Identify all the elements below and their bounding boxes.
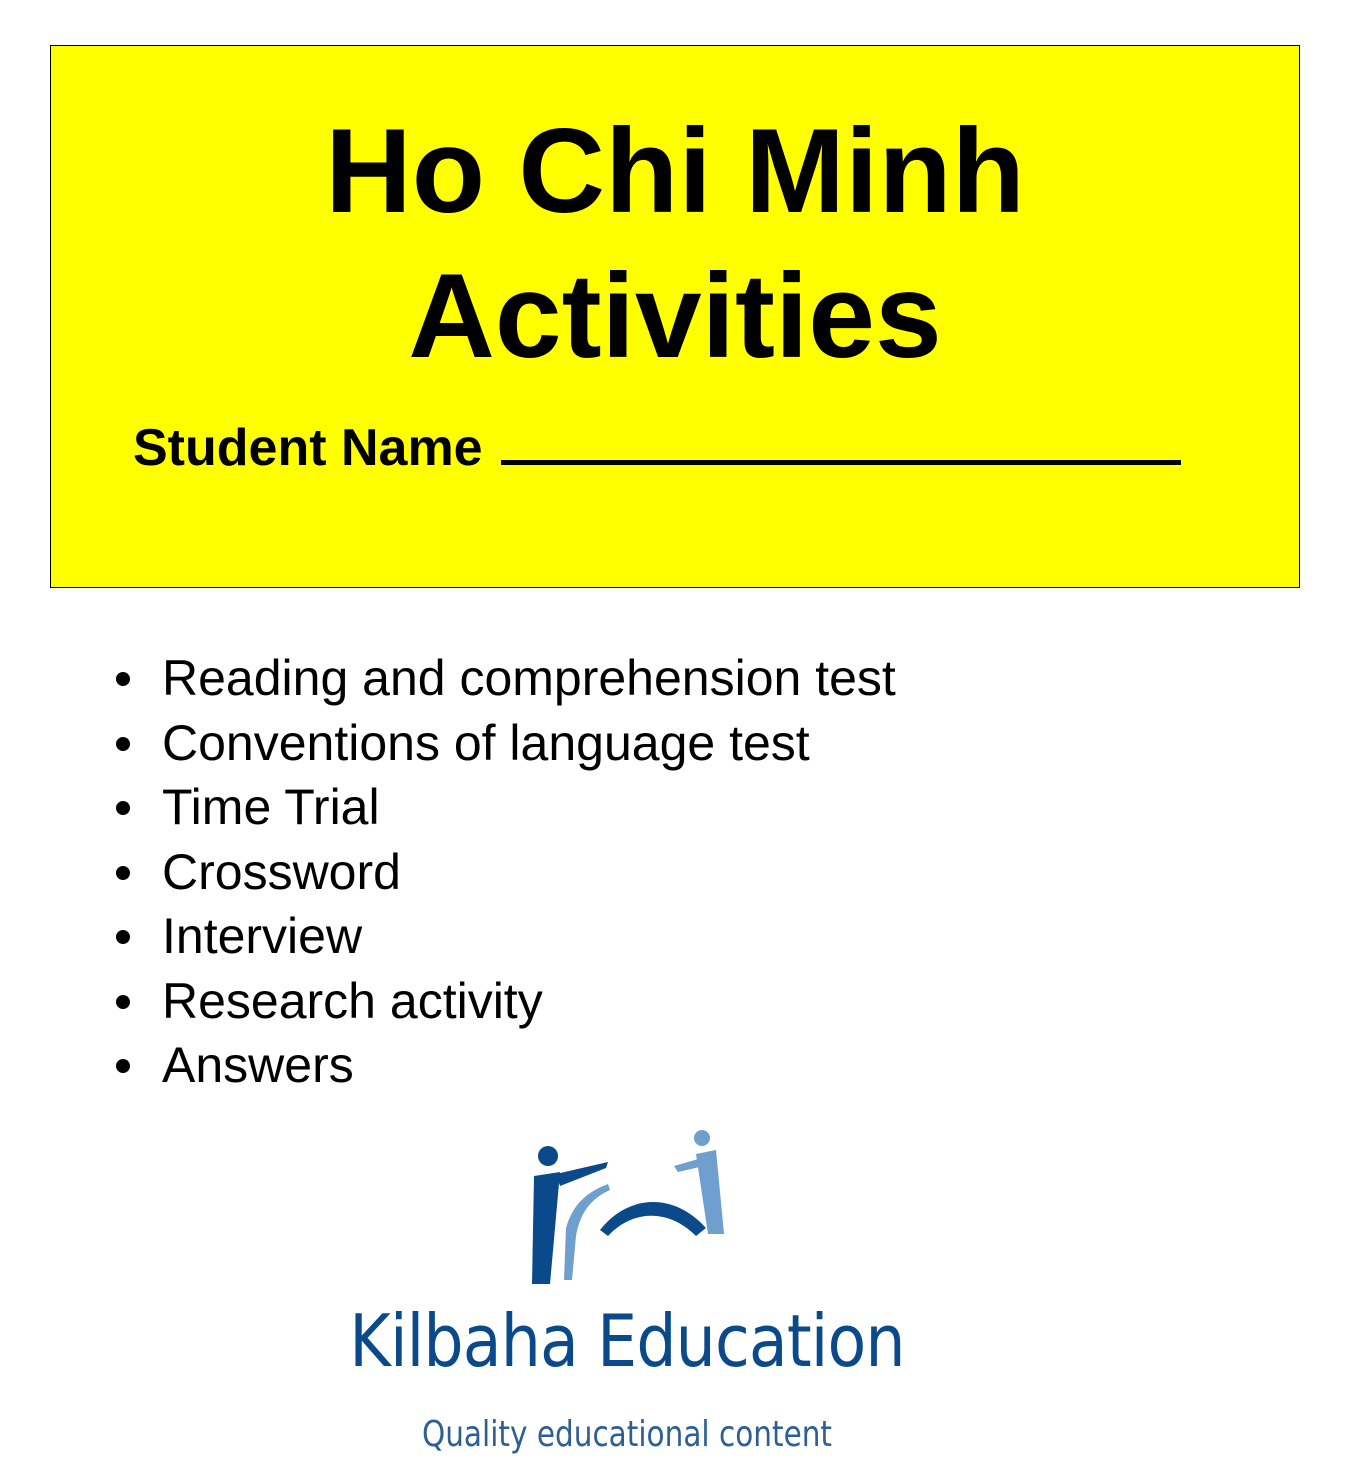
student-name-field bbox=[133, 416, 1181, 478]
list-item: Interview bbox=[112, 904, 896, 969]
list-item: Research activity bbox=[112, 969, 896, 1034]
list-item: Reading and comprehension test bbox=[112, 646, 896, 711]
brand-name: Kilbaha Education bbox=[349, 1299, 905, 1383]
title-line-1: Ho Chi Minh bbox=[325, 104, 1025, 238]
activity-list bbox=[112, 646, 896, 1098]
title-box bbox=[50, 45, 1300, 588]
bullet-icon bbox=[116, 866, 130, 880]
bullet-icon bbox=[116, 672, 130, 686]
bullet-icon bbox=[116, 801, 130, 815]
student-name-label: Student Name bbox=[133, 419, 483, 477]
bullet-icon bbox=[116, 737, 130, 751]
list-item: Time Trial bbox=[112, 775, 896, 840]
list-item: Crossword bbox=[112, 840, 896, 905]
bullet-icon bbox=[116, 1059, 130, 1073]
two-people-bridge-icon bbox=[520, 1128, 740, 1288]
brand-tagline: Quality educational content bbox=[421, 1414, 833, 1455]
list-item: Answers bbox=[112, 1033, 896, 1098]
list-item: Conventions of language test bbox=[112, 711, 896, 776]
bullet-icon bbox=[116, 930, 130, 944]
bullet-icon bbox=[116, 995, 130, 1009]
student-name-blank-line bbox=[501, 416, 1181, 465]
title-line-2: Activities bbox=[408, 249, 942, 383]
